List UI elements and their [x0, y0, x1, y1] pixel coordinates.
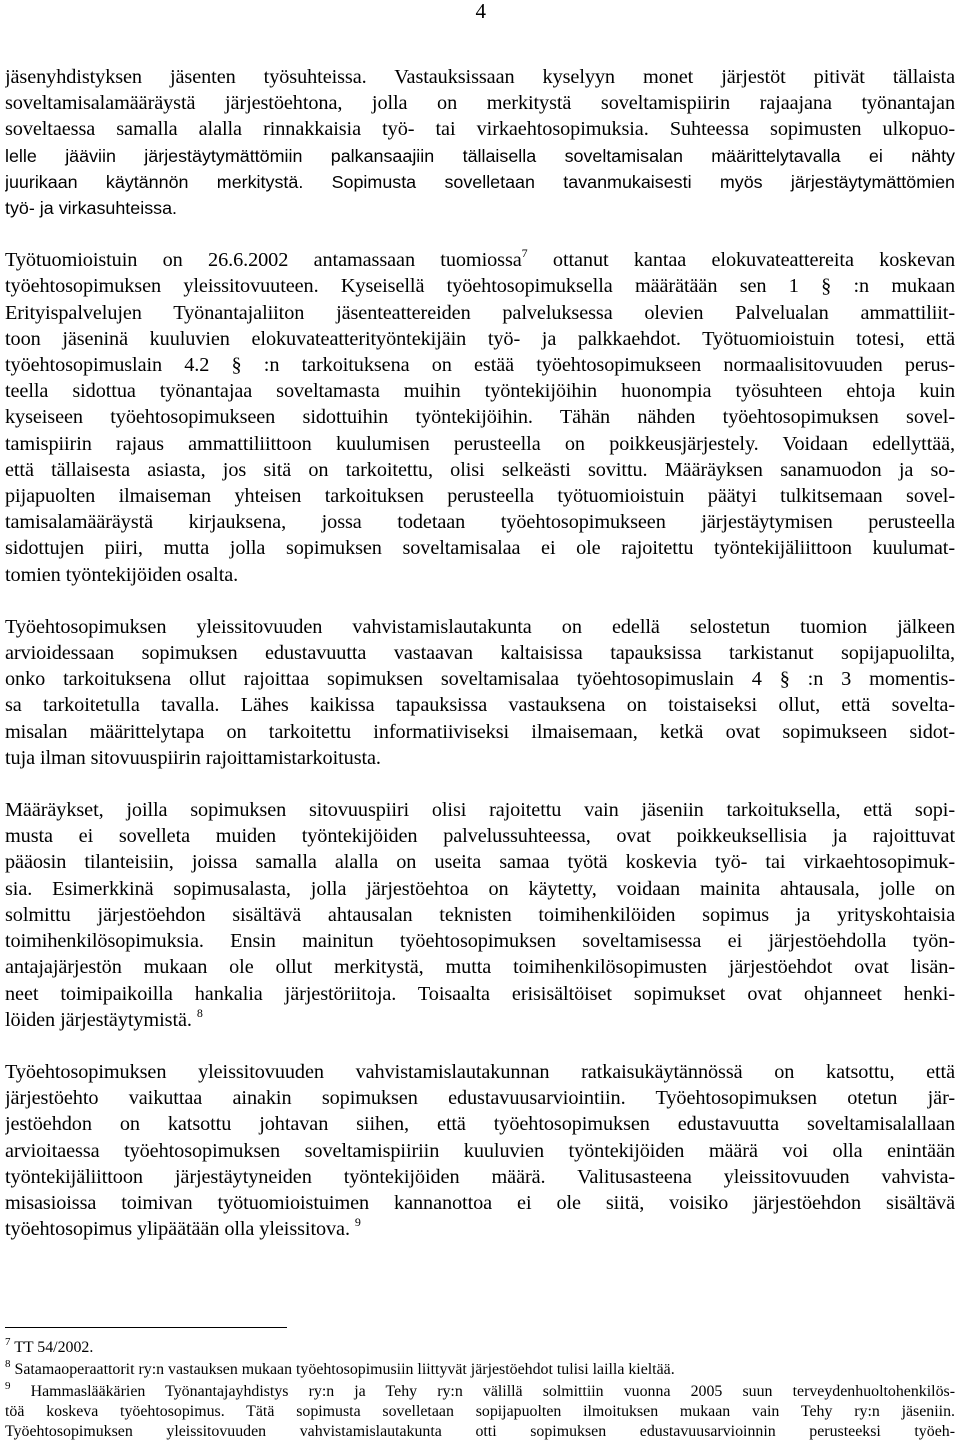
paragraph-line: solmittu järjestöehdon sisältävä ahtausalan teknisten toimihenkilöiden sopimus ja yrityskohtaisia: [5, 903, 955, 926]
paragraph-line-end: ottanut kantaa elokuvateattereita koskevan: [552, 249, 955, 272]
paragraph-line: jestöehdon on katsottu johtavan siihen, että työehtosopimuksen edustavuutta soveltamisalallaan: [5, 1113, 955, 1136]
paragraph-line: Erityispalvelujen Työnantajaliiton jäsenteattereiden palveluksessa olevien Palvelualan ammattiliit-: [5, 301, 955, 324]
paragraph-line: onko tarkoituksena ollut rajoittaa sopimuksen soveltamisalaa työehtosopimuslain 4 § :n 3 momentis-: [5, 668, 955, 691]
paragraph-line: musta ei sovelleta muiden työntekijöiden palvelussuhteessa, ovat poikkeuksellisia ja rajoittuvat: [5, 825, 955, 848]
footnote-ref-9[interactable]: 9: [354, 1216, 361, 1230]
paragraph-line: Työehtosopimuksen yleissitovuuden vahvistamislautakunta on edellä selostetun tuomion jälkeen: [5, 615, 955, 638]
paragraph-3: [5, 614, 955, 771]
paragraph-line-text: löiden järjestäytymistä.: [5, 1008, 192, 1031]
paragraph-line: työ- ja virkasuhteissa.: [5, 198, 178, 219]
footnote-8: [5, 1360, 955, 1379]
paragraph-line: pääosin tilanteisiin, joissa samalla alalla on useita samaa työtä koskevia työ- tai virkaehtosopimuk-: [5, 851, 955, 874]
paragraph-line-text: työehtosopimus ylipäätään olla yleissitova.: [5, 1218, 350, 1241]
paragraph-line: arvioidessaan sopimuksen edustavuutta vastaavan kaltaisissa tapauksissa tarkistanut sopijapuolilta,: [5, 642, 955, 665]
document-body: [5, 64, 955, 1268]
paragraph-5: [5, 1059, 955, 1242]
paragraph-line: [5, 1216, 955, 1242]
footnote-divider: [5, 1327, 287, 1328]
paragraph-line: Määräykset, joilla sopimuksen sitovuuspiiri olisi rajoitettu vain jäseniin tarkoituksella, että sopi-: [5, 799, 955, 822]
paragraph-line: työehtosopimuksen yleissitovuuteen. Kyseisellä työehtosopimuksella määrätään sen 1 § :n mukaan: [5, 275, 955, 298]
paragraph-line: [5, 1007, 955, 1033]
footnote-line: töä koskeva työehtosopimus. Tätä sopimusta sovelletaan sopijapuolten ilmoituksen mukaan vain Tehy ry:n jäseniin.: [5, 1403, 955, 1420]
paragraph-4: [5, 797, 955, 1033]
paragraph-line: sia. Esimerkkinä sopimusalasta, jolla järjestöehtoa on käytetty, voidaan mainita ahtausala, jolle on: [5, 877, 955, 900]
paragraph-line: sidottujen piiri, mutta jolla sopimuksen soveltamisalaa ei ole rajoitettu työntekijäliittoon kuulumat-: [5, 537, 955, 560]
paragraph-line: misasioissa toimivan työtuomioistuimen kannanottoa ei ole siitä, voisiko järjestöehdon sisältävä: [5, 1191, 955, 1214]
paragraph-line: Työehtosopimuksen yleissitovuuden vahvistamislautakunnan ratkaisukäytännössä on katsottu, että: [5, 1060, 955, 1083]
paragraph-2: [5, 247, 955, 588]
paragraph-line: työntekijäliittoon järjestäytyneiden työntekijöiden määrä. Valitusasteena yleissitovuuden vahvista-: [5, 1165, 955, 1188]
paragraph-line: teella sidottua työnantajaa soveltamasta muihin työntekijöihin huonompia työsuhteen ehtoja kuin: [5, 380, 955, 403]
paragraph-line-start: Työtuomioistuin on 26.6.2002 antamassaan tuomiossa: [5, 249, 522, 272]
paragraph-line: neet toimipaikoilla hankalia järjestöriitoja. Toisaalta erisisältöiset sopimukset ovat ohjanneet henki-: [5, 982, 955, 1005]
footnote-mark: 8: [5, 1358, 11, 1370]
paragraph-line: että tällaisesta asiasta, jos sitä on tarkoitettu, olisi selkeästi sovittu. Määräyksen sanamuodon ja so-: [5, 458, 955, 481]
paragraph-line: juurikaan käytännön merkitystä. Sopimusta sovelletaan tavanmukaisesti myös järjestäytymättömien: [5, 171, 955, 192]
footnote-text: Hammaslääkärien Työnantajayhdistys ry:n ja Tehy ry:n välillä solmittiin vuonna 2005 suun terveydenhuoltohenkilös-: [30, 1383, 955, 1400]
paragraph-line: arvioitaessa työehtosopimuksen soveltamispiiriin kuuluvien työntekijöiden määrä voi olla enintään: [5, 1139, 955, 1162]
paragraph-line: tamisalamääräystä kirjauksena, jossa todetaan työehtosopimukseen järjestäytymisen perusteella: [5, 511, 955, 534]
footnote-line: Työehtosopimuksen yleissitovuuden vahvistamislautakunta otti sopimuksen edustavuusarvioinnin perusteeksi työeh-: [5, 1423, 955, 1440]
paragraph-line: järjestöehto vaikuttaa ainakin sopimuksen edustavuusarviointiin. Työehtosopimuksen otetun jär-: [5, 1087, 955, 1110]
paragraph-line: soveltamisalamääräystä järjestöehtona, jolla on merkitystä soveltamispiirin rajaajana työnantajan: [5, 92, 955, 115]
paragraph-line: sa tarkoitetulla tavalla. Lähes kaikissa tapauksissa vastauksena on toistaiseksi ollut, että sovelta-: [5, 694, 955, 717]
paragraph-line: tamispiirin rajaus ammattiliittoon kuulumisen perusteella on poikkeusjärjestely. Voidaan edellyttää,: [5, 432, 955, 455]
paragraph-line: kyseiseen työehtosopimukseen sidottuihin työntekijöihin. Tähän nähden työehtosopimuksen sovel-: [5, 406, 955, 429]
footnote-text: Satamaoperaattorit ry:n vastauksen mukaan työehtosopimusiin liittyvät järjestöehdot tulisi lailla kieltää.: [14, 1361, 675, 1378]
paragraph-line: työehtosopimuslain 4.2 § :n tarkoituksena on estää työehtosopimukseen normaalisitovuuden perus-: [5, 354, 955, 377]
paragraph-line: tomien työntekijöiden osalta.: [5, 563, 239, 586]
paragraph-line: tuja ilman sitovuuspiirin rajoittamistarkoitusta.: [5, 746, 381, 769]
paragraph-line: jäsenyhdistyksen jäsenten työsuhteissa. Vastauksissaan kyselyyn monet järjestöt pitivät tällaista: [5, 66, 955, 88]
paragraph-line: pijapuolten ilmaiseman yhteisen tarkoituksen perusteella työtuomioistuin päätyi tulkitsemaan sovel-: [5, 485, 955, 508]
footnote-mark: 7: [5, 1336, 11, 1348]
paragraph-1: [5, 64, 955, 221]
footnote-7: [5, 1338, 955, 1357]
footnote-line: [5, 1382, 955, 1402]
footnote-text: TT 54/2002.: [14, 1339, 94, 1356]
footnote-ref-8[interactable]: 8: [196, 1006, 203, 1020]
footnote-mark: 9: [5, 1382, 11, 1392]
paragraph-line: [5, 247, 955, 273]
paragraph-line: toon jäseninä kuuluvien elokuvateatterityöntekijäin työ- ja palkkaehdot. Työtuomioistuin totesi, että: [5, 327, 955, 350]
paragraph-line: soveltaessa samalla alalla rinnakkaisia työ- tai virkaehtosopimuksia. Suhteessa sopimusten ulkopuo-: [5, 118, 955, 141]
footnote-9: [5, 1382, 955, 1442]
paragraph-line: antajajärjestön mukaan ole ollut merkitystä, mutta toimihenkilösopimusten järjestöehdot ovat lisän-: [5, 956, 955, 979]
paragraph-line: misalan määrittelytapa on tarkoitettu informatiiviseksi ilmaisemaan, ketkä ovat sopimukseen sidot-: [5, 720, 955, 743]
footnote-ref-7[interactable]: 7: [521, 247, 528, 261]
paragraph-line: lelle jääviin järjestäytymättömiin palkansaajiin tällaisella soveltamisalan määrittelytavalla ei nähty: [5, 145, 955, 166]
footnotes: [5, 1338, 955, 1445]
page-number: 4: [475, 0, 486, 23]
paragraph-line: toimihenkilösopimuksia. Ensin mainitun työehtosopimuksen soveltamisessa ei järjestöehdolla työn-: [5, 930, 955, 953]
